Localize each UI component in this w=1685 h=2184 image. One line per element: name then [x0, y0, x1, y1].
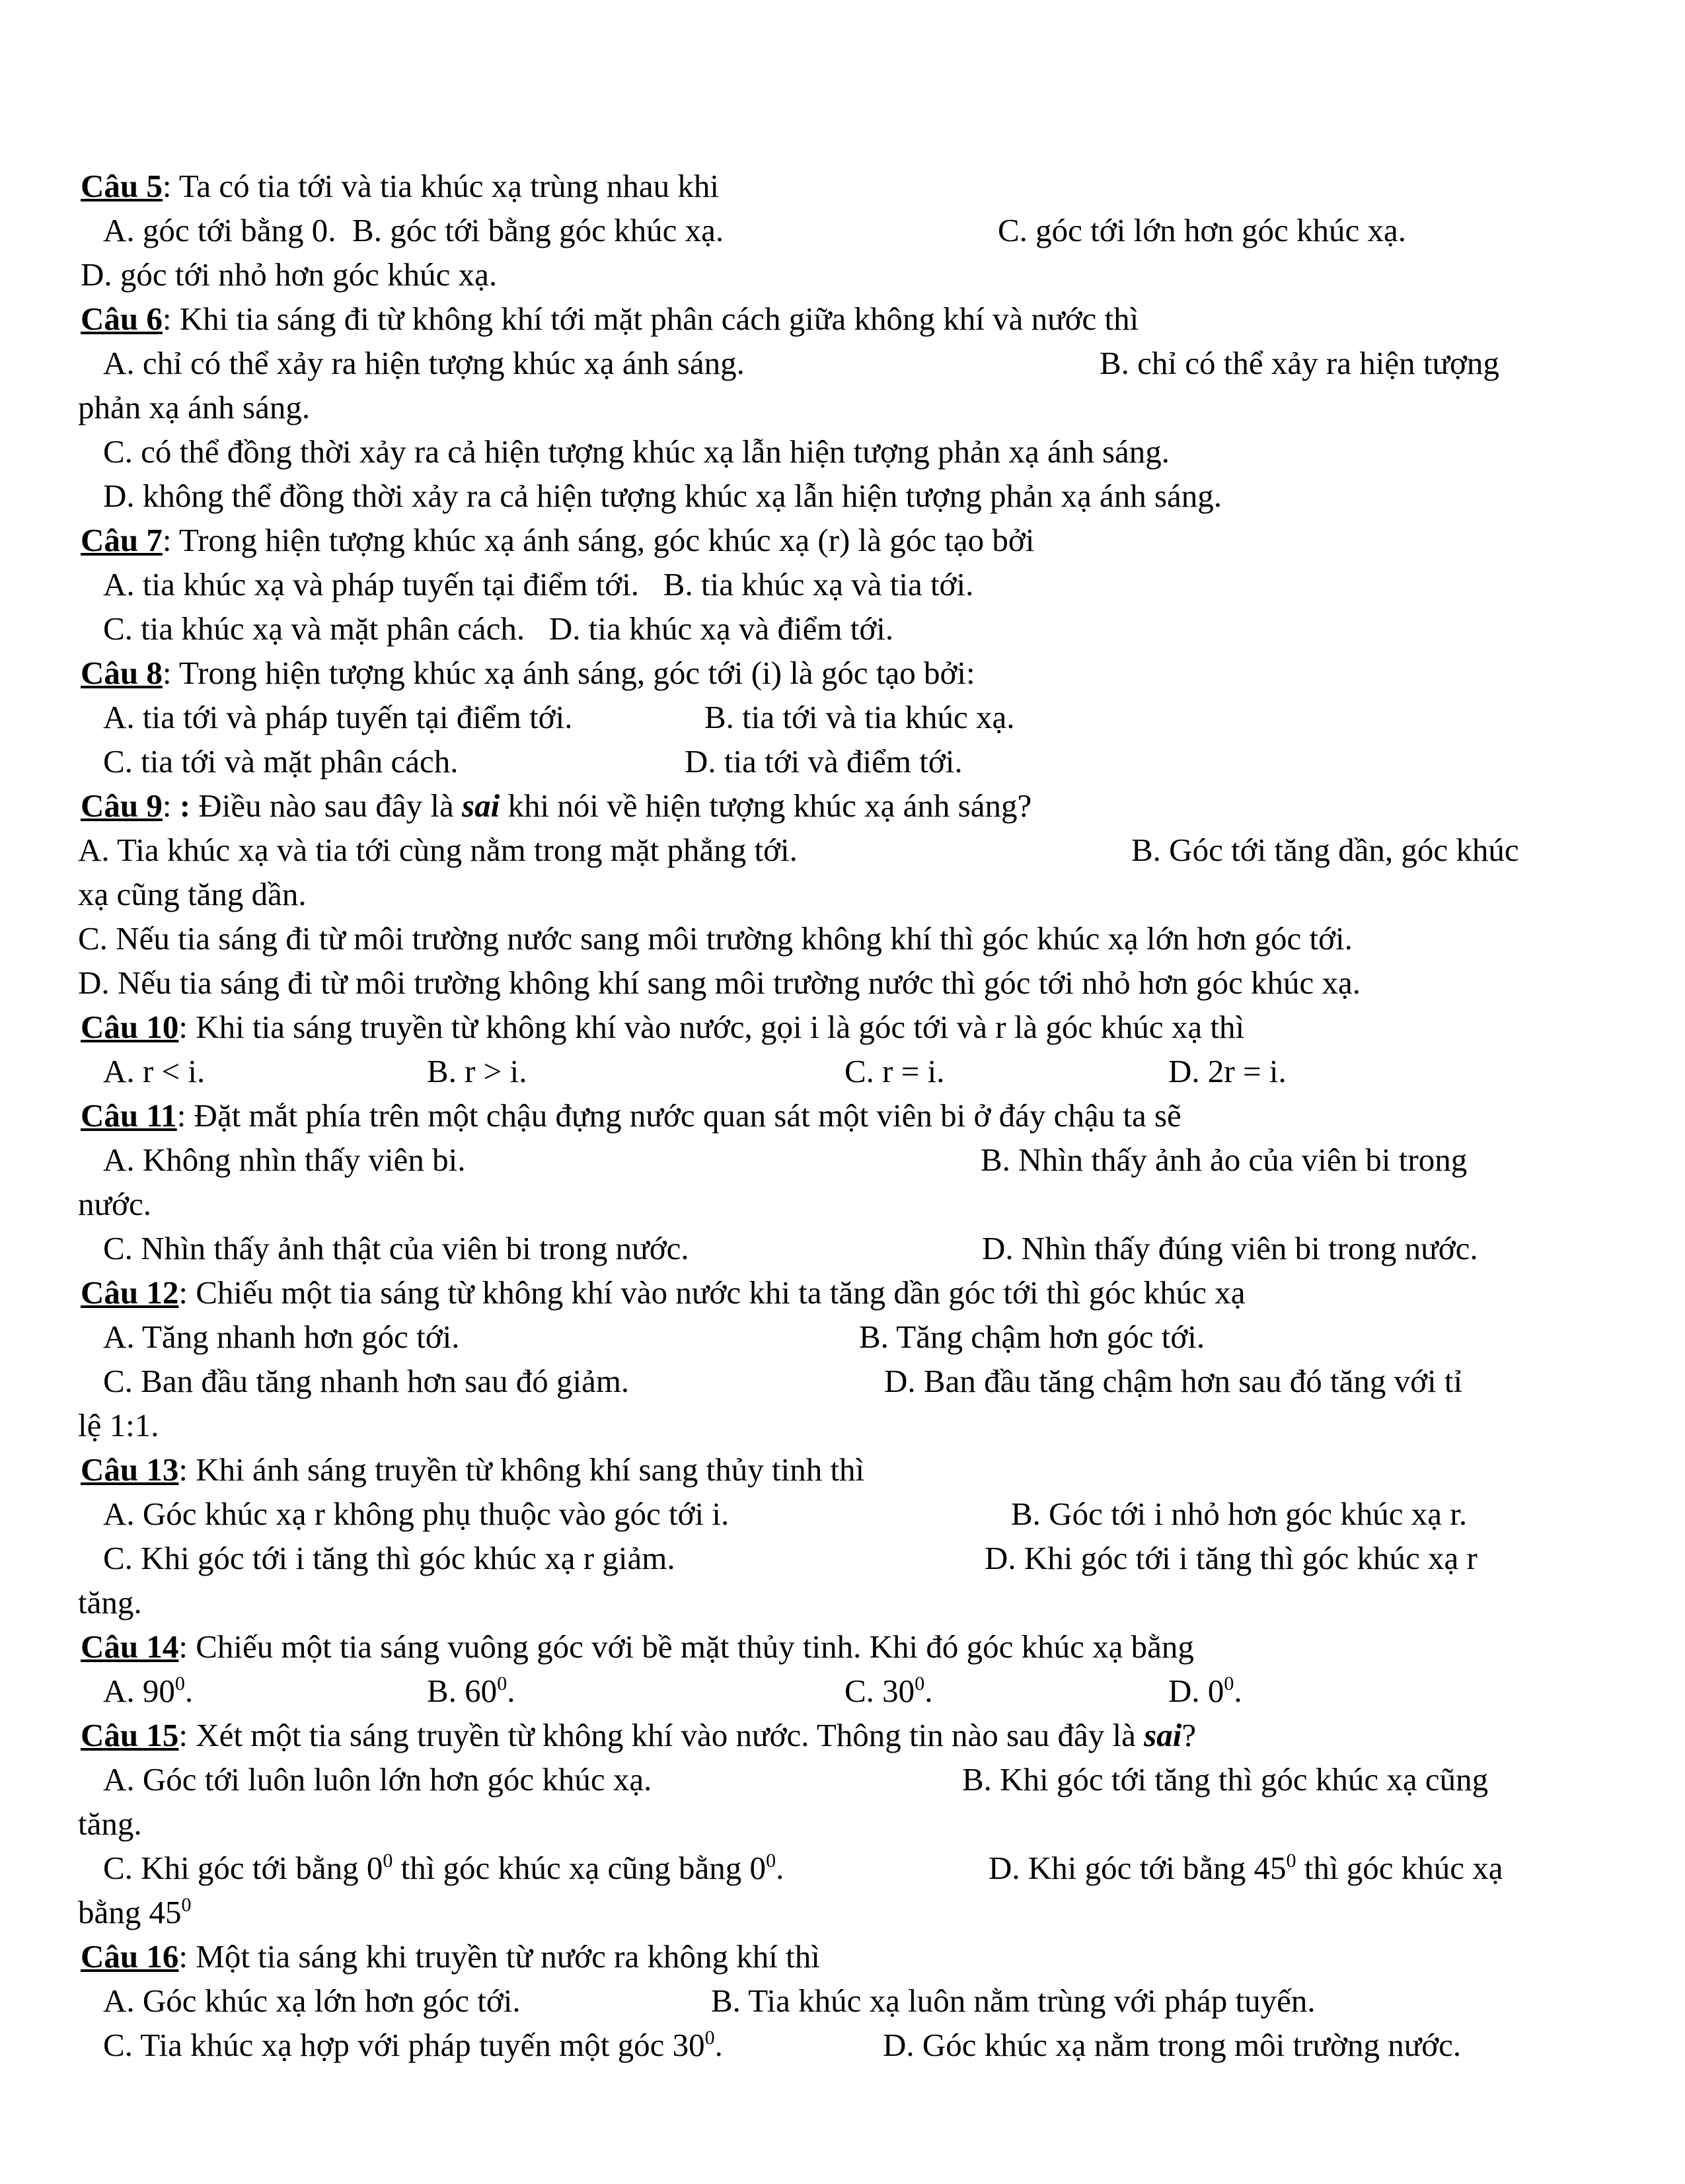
option-b: B. chỉ có thể xảy ra hiện tượng	[1100, 345, 1499, 381]
option-b: B. tia tới và tia khúc xạ.	[704, 699, 1015, 735]
degree-superscript: 0	[704, 2027, 715, 2049]
option-d: D. Nếu tia sáng đi từ môi trường không khí sang môi trường nước thì góc tới nhỏ hơn góc khúc xạ.	[78, 965, 1361, 1001]
option-b	[427, 1671, 515, 1711]
question-12-option-d-continued	[78, 1406, 1685, 1445]
question-15-option-d-continued	[78, 1893, 1685, 1932]
question-6-option-d	[103, 476, 1685, 516]
question-14-stem	[81, 1627, 1685, 1667]
option-a: A. Góc khúc xạ r không phụ thuộc vào góc tới i.	[103, 1496, 730, 1532]
question-11-option-b-continued	[78, 1184, 1685, 1224]
option-b: B. Khi góc tới tăng thì góc khúc xạ cũng	[962, 1761, 1489, 1798]
option-b: B. r > i.	[427, 1053, 527, 1089]
question-13-stem	[81, 1450, 1685, 1490]
option-b-text: B. 60	[427, 1673, 498, 1709]
option-d-text: D. Khi góc tới bằng 45	[989, 1850, 1287, 1886]
question-number: Câu 10	[81, 1009, 179, 1045]
option-d: D. Ban đầu tăng chậm hơn sau đó tăng với tỉ	[884, 1363, 1463, 1399]
option-b-continued: nước.	[78, 1186, 151, 1222]
question-11-stem	[81, 1096, 1685, 1136]
question-number: Câu 15	[81, 1717, 179, 1753]
question-6-stem	[81, 299, 1685, 339]
option-b-continued: phản xạ ánh sáng.	[78, 389, 311, 425]
question-bold-colon: :	[179, 787, 191, 824]
question-text-end: khi nói về hiện tượng khúc xạ ánh sáng?	[500, 787, 1032, 824]
option-a-text: A. 90	[103, 1673, 175, 1709]
option-d: D. Góc khúc xạ nằm trong môi trường nước.	[883, 2027, 1462, 2063]
option-a: A. Góc khúc xạ lớn hơn góc tới.	[103, 1983, 521, 2019]
emphasis-sai: sai	[1144, 1717, 1182, 1753]
option-d-text-2: thì góc khúc xạ	[1296, 1850, 1503, 1886]
option-c: C. Nếu tia sáng đi từ môi trường nước sang môi trường không khí thì góc khúc xạ lớn hơn góc tới.	[78, 920, 1353, 957]
question-colon: :	[162, 787, 180, 824]
question-10-stem	[81, 1007, 1685, 1047]
question-8-stem	[81, 653, 1685, 693]
option-a: A. Tia khúc xạ và tia tới cùng nằm trong mặt phẳng tới.	[78, 832, 798, 868]
option-a: A. r < i.	[103, 1053, 206, 1089]
question-text: : Chiếu một tia sáng từ không khí vào nước khi ta tăng dần góc tới thì góc khúc xạ	[178, 1274, 1246, 1311]
option-b-continued: xạ cũng tăng dần.	[78, 876, 307, 912]
question-number: Câu 16	[81, 1938, 179, 1975]
question-number: Câu 12	[81, 1274, 179, 1311]
question-6-option-b-continued	[78, 388, 1685, 427]
question-9-option-d	[78, 963, 1685, 1003]
question-number: Câu 5	[81, 168, 163, 204]
question-13-option-d-continued	[78, 1583, 1685, 1622]
question-15-option-b-continued	[78, 1804, 1685, 1844]
option-c-text-2: thì góc khúc xạ cũng bằng 0	[393, 1850, 767, 1886]
question-9-option-b-continued	[78, 875, 1685, 914]
question-7-options-cd	[103, 609, 1685, 649]
question-text: : Ta có tia tới và tia khúc xạ trùng nhau khi	[162, 168, 720, 204]
option-c	[844, 1671, 932, 1711]
question-5-option-d	[81, 255, 1685, 295]
question-16-options-cd	[103, 2025, 1685, 2184]
question-9-option-c	[78, 919, 1685, 959]
question-9-stem	[81, 786, 1685, 826]
period: .	[714, 2027, 723, 2063]
question-text: : Đặt mắt phía trên một chậu đựng nước quan sát một viên bi ở đáy chậu ta sẽ	[176, 1097, 1181, 1134]
question-text: : Khi tia sáng truyền từ không khí vào nước, gọi i là góc tới và r là góc khúc xạ thì	[178, 1009, 1245, 1045]
option-a: A. chỉ có thể xảy ra hiện tượng khúc xạ ánh sáng.	[103, 345, 745, 381]
option-b: B. Góc tới tăng dần, góc khúc	[1131, 832, 1519, 868]
question-text-end: ?	[1181, 1717, 1197, 1753]
option-b: B. Tăng chậm hơn góc tới.	[859, 1319, 1205, 1355]
question-number: Câu 14	[81, 1628, 179, 1665]
option-b: B. Tia khúc xạ luôn nằm trùng với pháp tuyến.	[711, 1983, 1316, 2019]
question-5-stem	[81, 166, 1685, 206]
question-text: : Xét một tia sáng truyền từ không khí vào nước. Thông tin nào sau đây là	[178, 1717, 1144, 1753]
question-16-stem	[81, 1937, 1685, 1977]
option-d: D. tia tới và điểm tới.	[685, 743, 963, 780]
option-c	[103, 1848, 784, 1888]
question-text: : Trong hiện tượng khúc xạ ánh sáng, góc tới (i) là góc tạo bởi:	[162, 655, 975, 691]
degree-superscript: 0	[497, 1673, 507, 1694]
degree-superscript: 0	[766, 1850, 776, 1872]
question-15-stem	[81, 1716, 1685, 1755]
option-d: D. 2r = i.	[1168, 1053, 1287, 1089]
question-text: : Một tia sáng khi truyền từ nước ra không khí thì	[178, 1938, 820, 1975]
degree-superscript: 0	[181, 1894, 192, 1916]
option-d-text: D. 0	[1168, 1673, 1224, 1709]
question-number: Câu 13	[81, 1451, 179, 1488]
question-number: Câu 8	[81, 655, 163, 691]
question-number: Câu 6	[81, 301, 163, 337]
option-c: C. r = i.	[844, 1053, 945, 1089]
option-ab: A. tia khúc xạ và pháp tuyến tại điểm tới. B. tia khúc xạ và tia tới.	[103, 566, 974, 602]
option-a: A. Góc tới luôn luôn lớn hơn góc khúc xạ.	[103, 1761, 652, 1798]
option-c: C. Ban đầu tăng nhanh hơn sau đó giảm.	[103, 1363, 630, 1399]
option-d-continued: bằng 45	[78, 1894, 182, 1930]
period: .	[184, 1673, 194, 1709]
option-a: A. Tăng nhanh hơn góc tới.	[103, 1319, 460, 1355]
question-text: Điều nào sau đây là	[190, 787, 463, 824]
option-c: C. Khi góc tới i tăng thì góc khúc xạ r giảm.	[103, 1540, 675, 1576]
period: .	[924, 1673, 933, 1709]
option-c	[103, 2025, 723, 2065]
emphasis-sai: sai	[462, 787, 500, 824]
option-c: C. tia tới và mặt phân cách.	[103, 743, 459, 780]
question-text: : Chiếu một tia sáng vuông góc với bề mặt thủy tinh. Khi đó góc khúc xạ bằng	[178, 1628, 1194, 1665]
option-d: D. Nhìn thấy đúng viên bi trong nước.	[982, 1230, 1478, 1266]
option-cd: C. tia khúc xạ và mặt phân cách. D. tia khúc xạ và điểm tới.	[103, 610, 894, 647]
period: .	[776, 1850, 784, 1886]
degree-superscript: 0	[174, 1673, 185, 1694]
option-b-continued: tăng.	[78, 1805, 142, 1842]
option-c-text: C. Tia khúc xạ hợp với pháp tuyến một góc 30	[103, 2027, 705, 2063]
question-12-stem	[81, 1273, 1685, 1313]
question-text: : Trong hiện tượng khúc xạ ánh sáng, góc khúc xạ (r) là góc tạo bởi	[162, 522, 1035, 558]
option-c-text: C. 30	[844, 1673, 915, 1709]
option-c-text: C. Khi góc tới bằng 0	[103, 1850, 383, 1886]
option-d: D. góc tới nhỏ hơn góc khúc xạ.	[81, 256, 498, 293]
option-d-continued: lệ 1:1.	[78, 1407, 159, 1443]
question-7-options-ab	[103, 565, 1685, 604]
question-6-option-c	[103, 432, 1685, 472]
option-a: A. Không nhìn thấy viên bi.	[103, 1142, 466, 1178]
option-d: D. không thể đồng thời xảy ra cả hiện tượng khúc xạ lẫn hiện tượng phản xạ ánh sáng.	[103, 478, 1222, 514]
question-7-stem	[81, 521, 1685, 560]
option-a: A. tia tới và pháp tuyến tại điểm tới.	[103, 699, 573, 735]
option-b: B. Nhìn thấy ảnh ảo của viên bi trong	[981, 1142, 1468, 1178]
option-c: C. có thể đồng thời xảy ra cả hiện tượng khúc xạ lẫn hiện tượng phản xạ ánh sáng.	[103, 433, 1170, 470]
option-d-continued: tăng.	[78, 1584, 142, 1620]
degree-superscript: 0	[383, 1850, 393, 1872]
degree-superscript: 0	[1286, 1850, 1296, 1872]
question-number: Câu 7	[81, 522, 163, 558]
option-c: C. góc tới lớn hơn góc khúc xạ.	[998, 212, 1407, 248]
question-text: : Khi tia sáng đi từ không khí tới mặt phân cách giữa không khí và nước thì	[162, 301, 1139, 337]
degree-superscript: 0	[915, 1673, 925, 1694]
question-number: Câu 11	[81, 1097, 177, 1134]
option-c: C. Nhìn thấy ảnh thật của viên bi trong nước.	[103, 1230, 689, 1266]
question-text: : Khi ánh sáng truyền từ không khí sang thủy tinh thì	[178, 1451, 865, 1488]
option-a: A. góc tới bằng 0. B. góc tới bằng góc khúc xạ.	[103, 212, 724, 248]
question-number: Câu 9	[81, 787, 163, 824]
period: .	[1234, 1673, 1242, 1709]
option-d: D. Khi góc tới i tăng thì góc khúc xạ r	[985, 1540, 1478, 1576]
period: .	[507, 1673, 515, 1709]
degree-superscript: 0	[1224, 1673, 1234, 1694]
option-a	[103, 1671, 193, 1711]
option-d	[989, 1848, 1503, 1888]
option-d	[1168, 1671, 1242, 1711]
option-b: B. Góc tới i nhỏ hơn góc khúc xạ r.	[1011, 1496, 1468, 1532]
